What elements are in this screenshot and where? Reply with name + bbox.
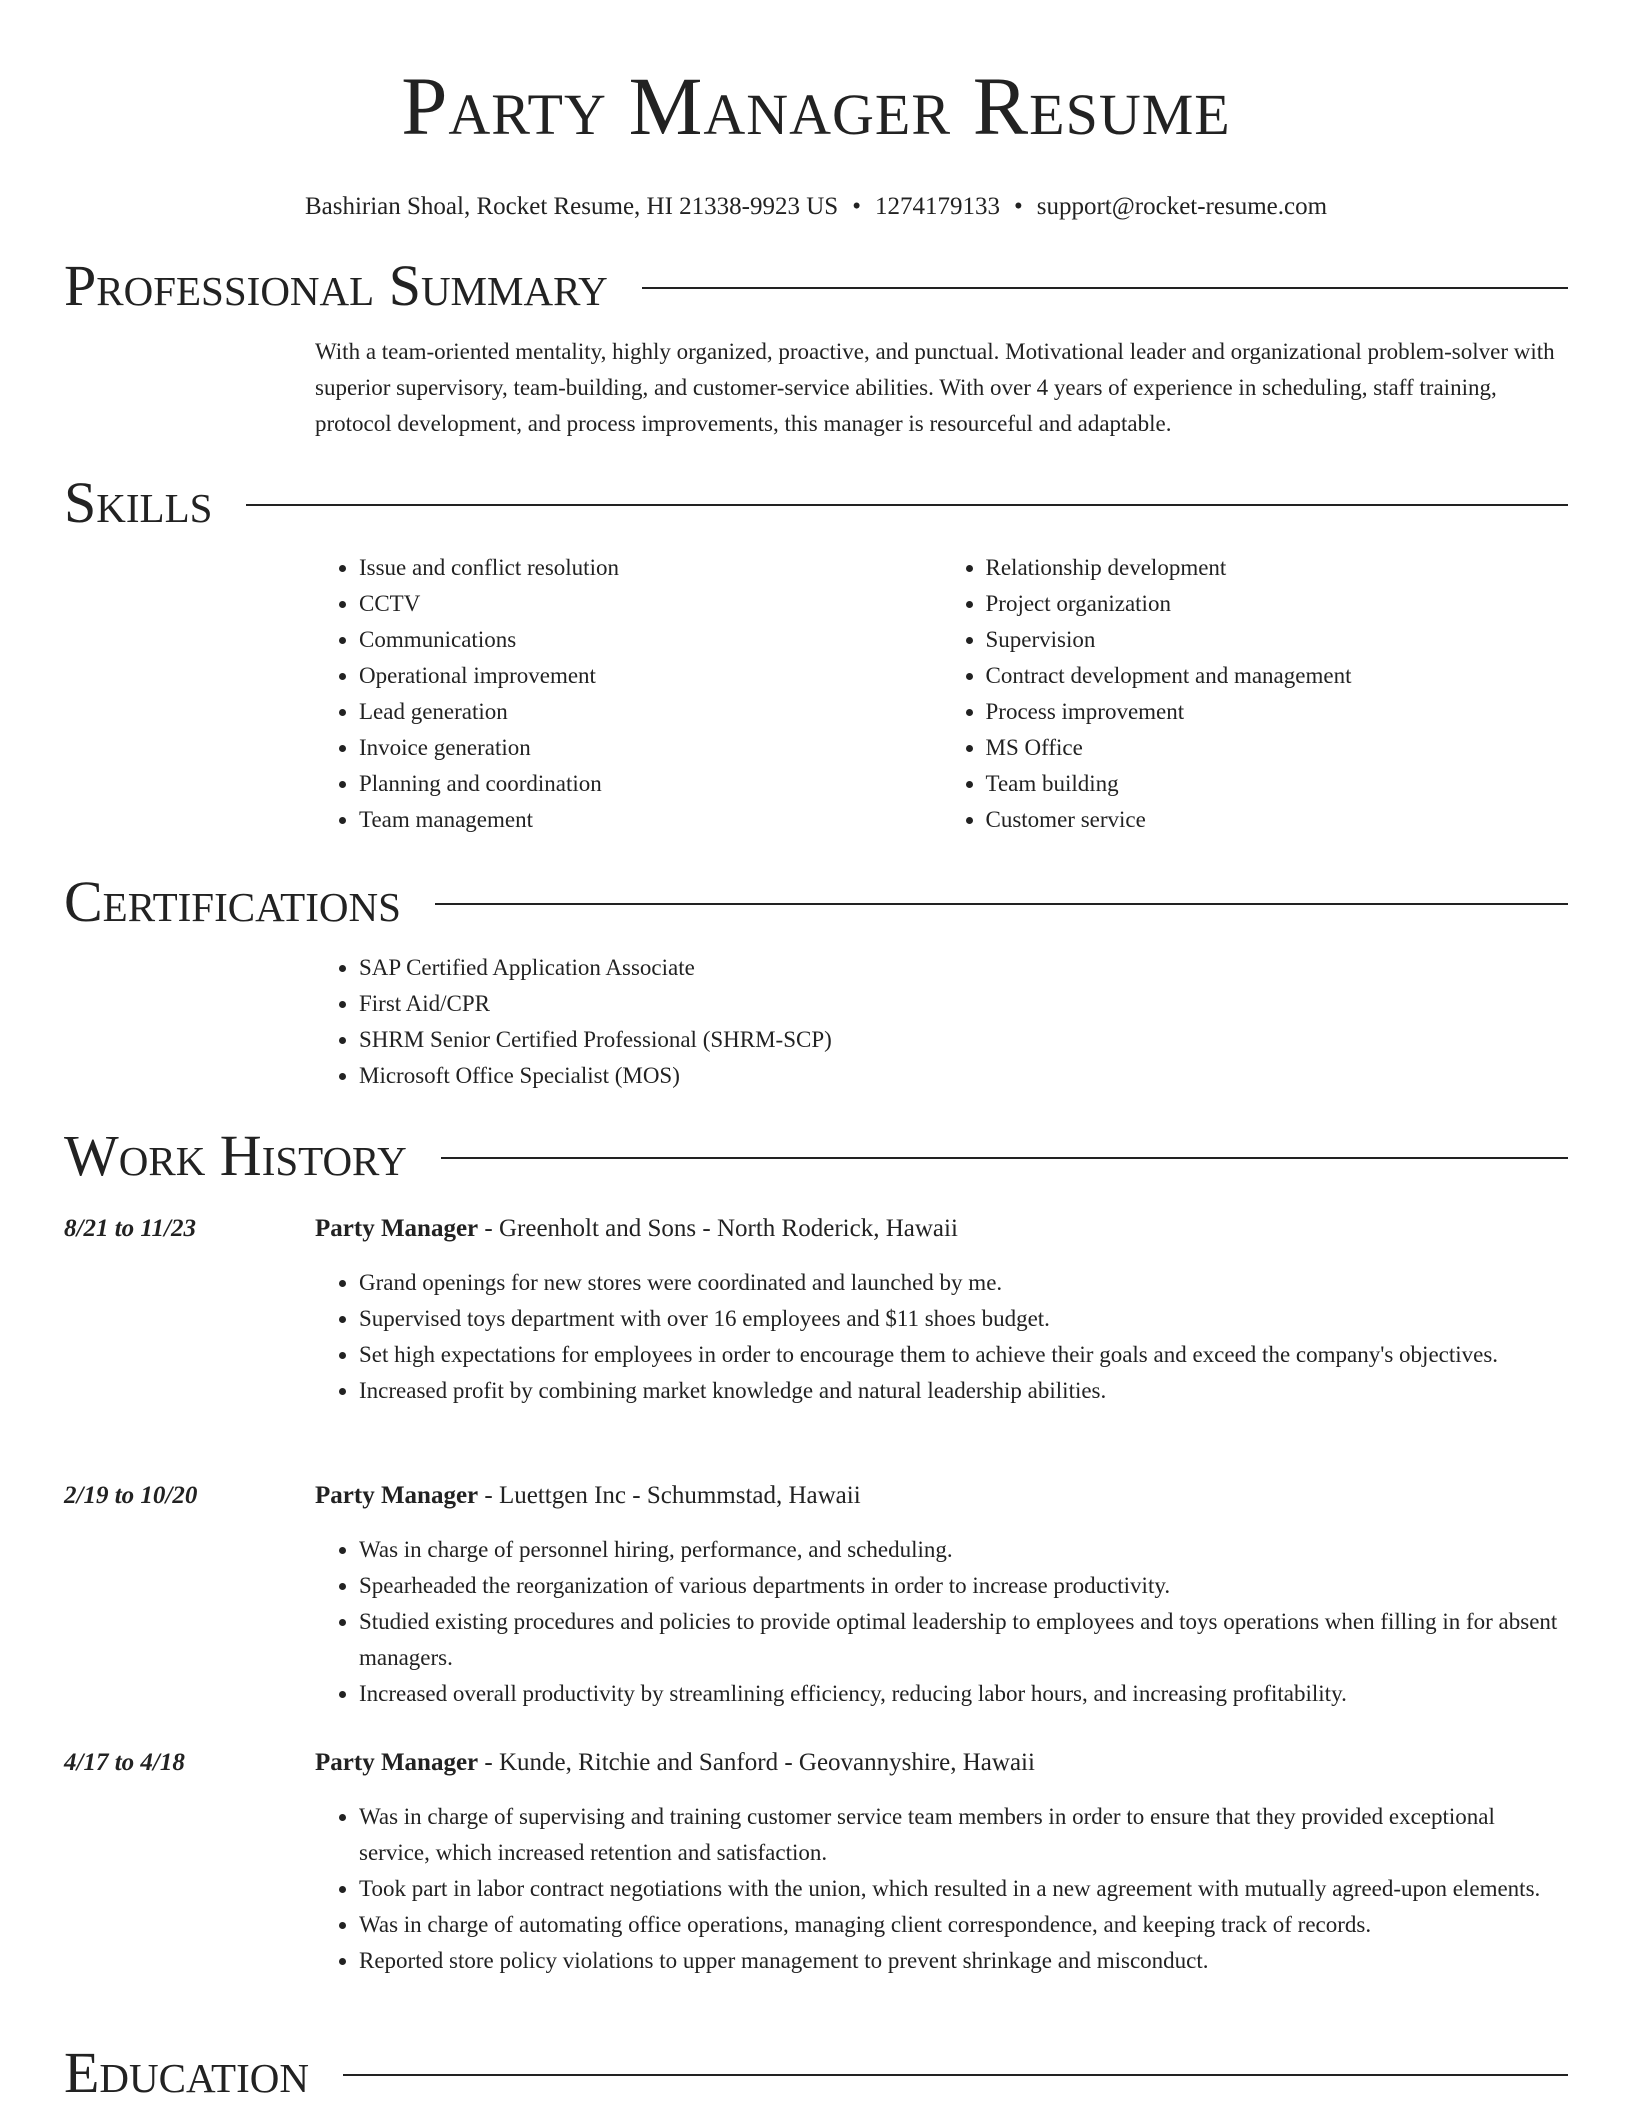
skills-block (315, 550, 1568, 838)
job-bullet: • Was in charge of personnel hiring, performance, and scheduling. (359, 1532, 1568, 1568)
job-bullet: • Was in charge of supervising and training customer service team members in order to ensure that they provided exceptional service, which increased retention and satisfaction. (359, 1799, 1568, 1871)
job-header (64, 1211, 1568, 1247)
job-bullet: • Studied existing procedures and policies to provide optimal leadership to employees and toys operations when filling in for absent managers. (359, 1604, 1568, 1676)
job-header (64, 1745, 1568, 1781)
section-heading-certifications (64, 871, 1568, 933)
certification-item: • Microsoft Office Specialist (MOS) (359, 1058, 1568, 1094)
skills-list-right (942, 550, 1569, 838)
skill-item: • Customer service (986, 802, 1569, 838)
skill-item: • Supervision (986, 622, 1569, 658)
job-title-line (315, 1211, 958, 1247)
contact-separator: • (852, 193, 861, 220)
skill-item: • Issue and conflict resolution (359, 550, 942, 586)
job-employer: - Kunde, Ritchie and Sanford - Geovannyshire, Hawaii (478, 1749, 1035, 1776)
job-title-line (315, 1745, 1035, 1781)
contact-phone: 1274179133 (874, 193, 1000, 220)
job-entry (64, 1745, 1568, 1979)
job-bullet: • Set high expectations for employees in order to encourage them to achieve their goals and exceed the company's objectives. (359, 1337, 1568, 1373)
skill-item: • Communications (359, 622, 942, 658)
job-dates: 8/21 to 11/23 (64, 1215, 196, 1242)
skill-item: • Process improvement (986, 694, 1569, 730)
section-heading-education (64, 2042, 1568, 2104)
job-header (64, 1478, 1568, 1514)
job-dates: 4/17 to 4/18 (64, 1749, 185, 1776)
job-employer: - Greenholt and Sons - North Roderick, Hawaii (478, 1215, 958, 1242)
contact-separator: • (1013, 193, 1023, 220)
job-bullet: • Supervised toys department with over 16 employees and $11 shoes budget. (359, 1301, 1568, 1337)
job-bullet: • Increased overall productivity by streamlining efficiency, reducing labor hours, and increasing profitability. (359, 1676, 1568, 1712)
skills-list-left (315, 550, 942, 838)
skill-item: • Project organization (986, 586, 1569, 622)
section-heading-summary (64, 255, 1568, 317)
certifications-block (315, 950, 1568, 1094)
job-entry (64, 1478, 1568, 1712)
section-title-summary: Professional Summary (64, 253, 608, 318)
section-divider (246, 504, 1568, 506)
section-heading-skills (64, 472, 1568, 534)
section-divider (343, 2074, 1568, 2076)
job-bullets (315, 1799, 1568, 1979)
section-title-work-history: Work History (64, 1123, 407, 1188)
skill-item: • Operational improvement (359, 658, 942, 694)
job-bullet: • Reported store policy violations to upper management to prevent shrinkage and misconduct. (359, 1943, 1568, 1979)
job-role: Party Manager (315, 1482, 479, 1509)
section-divider (642, 287, 1568, 289)
job-role: Party Manager (315, 1215, 479, 1242)
job-bullet: • Spearheaded the reorganization of various departments in order to increase productivity. (359, 1568, 1568, 1604)
section-divider (435, 903, 1568, 905)
summary-text: With a team-oriented mentality, highly organized, proactive, and punctual. Motivational leader and organizational problem-solver with superior supervisory, team-building, and customer-service abilities. With over 4 years of experience in scheduling, staff training, protocol development, and process improvements, this manager is resourceful and adaptable. (315, 339, 1555, 436)
section-title-certifications: Certifications (64, 869, 401, 934)
skill-item: • Team management (359, 802, 942, 838)
skill-item: • Lead generation (359, 694, 942, 730)
skill-item: • Invoice generation (359, 730, 942, 766)
job-title-line (315, 1478, 861, 1514)
contact-address: Bashirian Shoal, Rocket Resume, HI 21338-9923 US (304, 193, 839, 220)
skills-columns (315, 550, 1568, 838)
certifications-list (315, 950, 1568, 1094)
certification-item: • SAP Certified Application Associate (359, 950, 1568, 986)
contact-line (0, 190, 1632, 224)
section-title-education: Education (64, 2040, 309, 2105)
summary-block (315, 334, 1568, 442)
job-entry (64, 1211, 1568, 1409)
job-employer: - Luettgen Inc - Schummstad, Hawaii (478, 1482, 861, 1509)
certification-item: • First Aid/CPR (359, 986, 1568, 1022)
job-bullet: • Was in charge of automating office operations, managing client correspondence, and keeping track of records. (359, 1907, 1568, 1943)
section-heading-work-history (64, 1125, 1568, 1187)
section-title-skills: Skills (64, 470, 213, 535)
certification-item: • SHRM Senior Certified Professional (SHRM-SCP) (359, 1022, 1568, 1058)
skill-item: • Relationship development (986, 550, 1569, 586)
job-bullet: • Grand openings for new stores were coordinated and launched by me. (359, 1265, 1568, 1301)
job-bullet: • Increased profit by combining market knowledge and natural leadership abilities. (359, 1373, 1568, 1409)
section-divider (441, 1157, 1568, 1159)
skill-item: • Contract development and management (986, 658, 1569, 694)
job-bullet: • Took part in labor contract negotiations with the union, which resulted in a new agreement with mutually agreed-upon elements. (359, 1871, 1568, 1907)
skill-item: • Team building (986, 766, 1569, 802)
resume-header (0, 58, 1632, 224)
skill-item: • MS Office (986, 730, 1569, 766)
skill-item: • CCTV (359, 586, 942, 622)
resume-title: Party Manager Resume (401, 60, 1231, 152)
skill-item: • Planning and coordination (359, 766, 942, 802)
job-bullets (315, 1532, 1568, 1712)
job-dates: 2/19 to 10/20 (64, 1482, 198, 1509)
job-role: Party Manager (315, 1749, 479, 1776)
contact-email: support@rocket-resume.com (1036, 193, 1328, 220)
job-bullets (315, 1265, 1568, 1409)
